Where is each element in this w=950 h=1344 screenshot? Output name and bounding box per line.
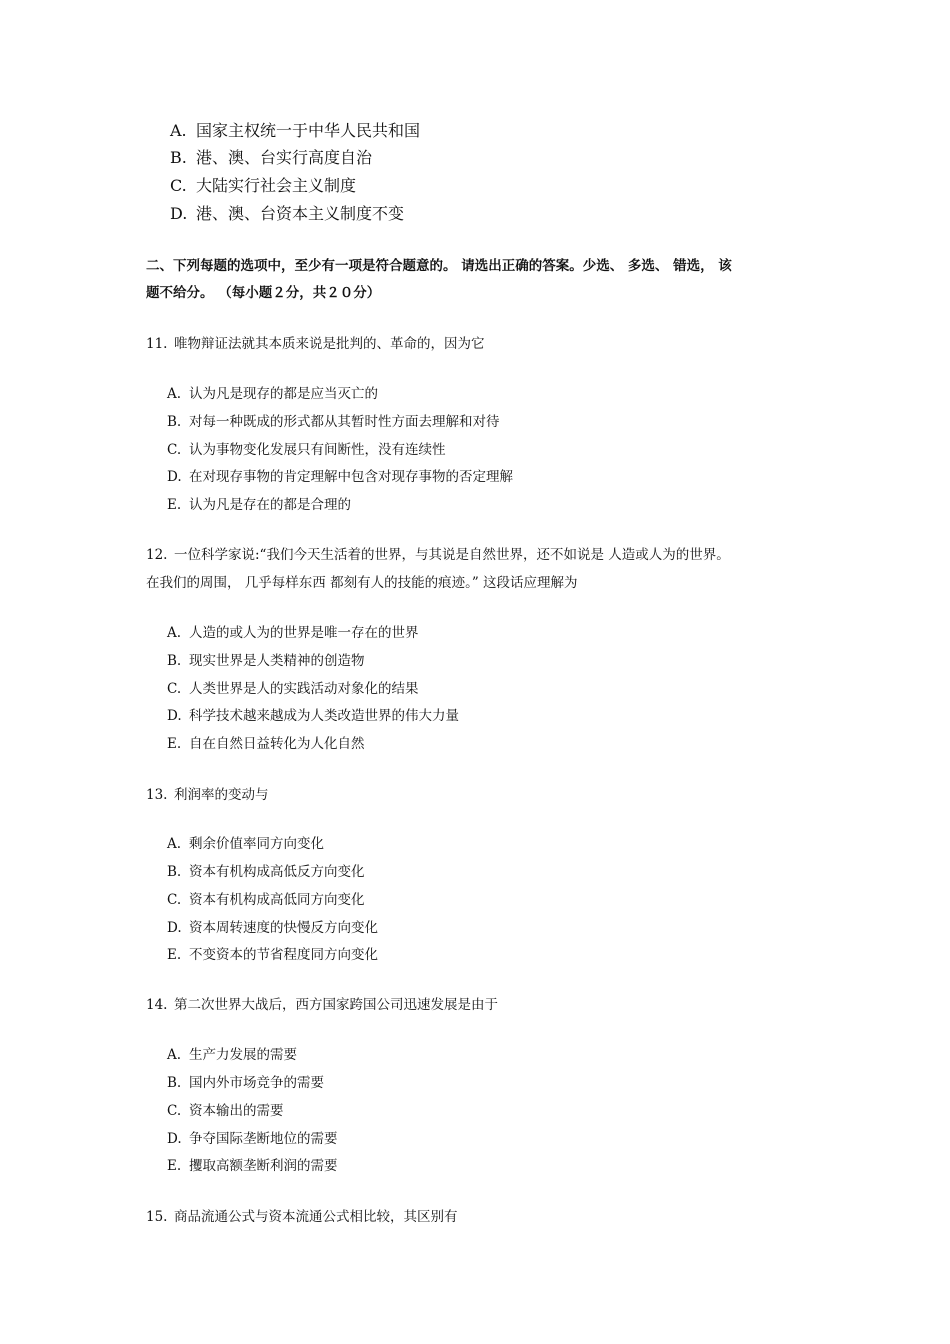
question-text: 第二次世界大战后，西方国家跨国公司迅速发展是由于 — [174, 997, 498, 1013]
question-number: 12. — [146, 547, 168, 563]
option-text: 生产力发展的需要 — [189, 1047, 297, 1063]
q12-option-a — [167, 624, 419, 642]
q12-option-c — [167, 680, 419, 698]
option-letter: D. — [170, 204, 188, 223]
option-text: 剩余价值率同方向变化 — [189, 836, 324, 852]
option-text: 人造的或人为的世界是唯一存在的世界 — [189, 625, 419, 641]
option-letter: A. — [170, 121, 187, 140]
option-text: 人类世界是人的实践活动对象化的结果 — [189, 681, 419, 697]
question-text: 利润率的变动与 — [174, 787, 269, 803]
q14-option-b — [167, 1074, 324, 1092]
option-letter: B. — [167, 653, 182, 669]
question-15 — [146, 1208, 458, 1226]
q12-option-b — [167, 652, 365, 670]
option-d — [170, 204, 404, 224]
option-text: 港、澳、台实行高度自治 — [196, 148, 373, 167]
option-letter: C. — [167, 1103, 182, 1119]
option-text: 港、澳、台资本主义制度不变 — [196, 204, 405, 223]
option-text: 认为凡是存在的都是合理的 — [189, 497, 351, 513]
question-text: 一位科学家说:“我们今天生活着的世界，与其说是自然世界，还不如说是 人造或人为的世界。 — [174, 547, 730, 563]
question-14 — [146, 996, 498, 1014]
q14-option-a — [167, 1046, 297, 1064]
option-letter: B. — [170, 148, 187, 167]
option-text: 现实世界是人类精神的创造物 — [189, 653, 365, 669]
option-letter: A. — [167, 386, 182, 402]
q12-option-d — [167, 707, 459, 725]
option-letter: B. — [167, 864, 182, 880]
section-heading-line2: 题不给分。 （每小题２分，共２０分） — [146, 285, 381, 301]
option-text: 攫取高额垄断利润的需要 — [189, 1158, 338, 1174]
q13-option-d — [167, 919, 378, 937]
option-letter: B. — [167, 414, 182, 430]
question-number: 14. — [146, 997, 168, 1013]
q11-option-e — [167, 496, 351, 514]
option-text: 在对现存事物的肯定理解中包含对现存事物的否定理解 — [189, 469, 513, 485]
option-letter: A. — [167, 836, 182, 852]
option-text: 科学技术越来越成为人类改造世界的伟大力量 — [189, 708, 459, 724]
q14-option-e — [167, 1157, 338, 1175]
q11-option-a — [167, 385, 378, 403]
q12-option-e — [167, 735, 365, 753]
question-text: 唯物辩证法就其本质来说是批判的、革命的，因为它 — [174, 336, 485, 352]
option-text: 自在自然日益转化为人化自然 — [189, 736, 365, 752]
option-letter: D. — [167, 1131, 182, 1147]
option-text: 资本有机构成高低反方向变化 — [189, 864, 365, 880]
q11-option-c — [167, 441, 446, 459]
option-letter: E. — [167, 947, 182, 963]
question-text: 商品流通公式与资本流通公式相比较，其区别有 — [174, 1209, 458, 1225]
q11-option-b — [167, 413, 500, 431]
option-letter: D. — [167, 469, 182, 485]
option-letter: D. — [167, 920, 182, 936]
option-text: 国内外市场竞争的需要 — [189, 1075, 324, 1091]
option-text: 资本输出的需要 — [189, 1103, 284, 1119]
option-text: 不变资本的节省程度同方向变化 — [189, 947, 378, 963]
option-letter: A. — [167, 625, 182, 641]
option-letter: A. — [167, 1047, 182, 1063]
option-b — [170, 148, 372, 168]
option-text: 资本有机构成高低同方向变化 — [189, 892, 365, 908]
option-letter: E. — [167, 497, 182, 513]
q13-option-a — [167, 835, 324, 853]
q14-option-d — [167, 1130, 338, 1148]
option-c — [170, 176, 356, 196]
q13-option-b — [167, 863, 365, 881]
option-letter: C. — [167, 892, 182, 908]
option-letter: D. — [167, 708, 182, 724]
option-letter: E. — [167, 736, 182, 752]
option-text: 认为事物变化发展只有间断性，没有连续性 — [189, 442, 446, 458]
option-text: 认为凡是现存的都是应当灭亡的 — [189, 386, 378, 402]
q11-option-d — [167, 468, 513, 486]
q13-option-e — [167, 946, 378, 964]
question-12-line2: 在我们的周围， 几乎每样东西 都刻有人的技能的痕迹。” 这段话应理解为 — [146, 575, 578, 591]
section-heading-line1: 二、下列每题的选项中，至少有一项是符合题意的。 请选出正确的答案。少选、 多选、 错选， 该 — [146, 258, 732, 274]
question-11 — [146, 335, 485, 353]
question-number: 15. — [146, 1209, 168, 1225]
q14-option-c — [167, 1102, 284, 1120]
option-text: 国家主权统一于中华人民共和国 — [196, 121, 421, 140]
option-letter: C. — [170, 176, 187, 195]
option-text: 大陆实行社会主义制度 — [196, 176, 357, 195]
option-a — [170, 121, 420, 141]
question-12 — [146, 546, 730, 564]
option-letter: E. — [167, 1158, 182, 1174]
option-letter: B. — [167, 1075, 182, 1091]
option-letter: C. — [167, 442, 182, 458]
option-text: 争夺国际垄断地位的需要 — [189, 1131, 338, 1147]
question-number: 13. — [146, 787, 168, 803]
question-13 — [146, 786, 269, 804]
option-letter: C. — [167, 681, 182, 697]
question-number: 11. — [146, 336, 168, 352]
option-text: 资本周转速度的快慢反方向变化 — [189, 920, 378, 936]
q13-option-c — [167, 891, 365, 909]
option-text: 对每一种既成的形式都从其暂时性方面去理解和对待 — [189, 414, 500, 430]
